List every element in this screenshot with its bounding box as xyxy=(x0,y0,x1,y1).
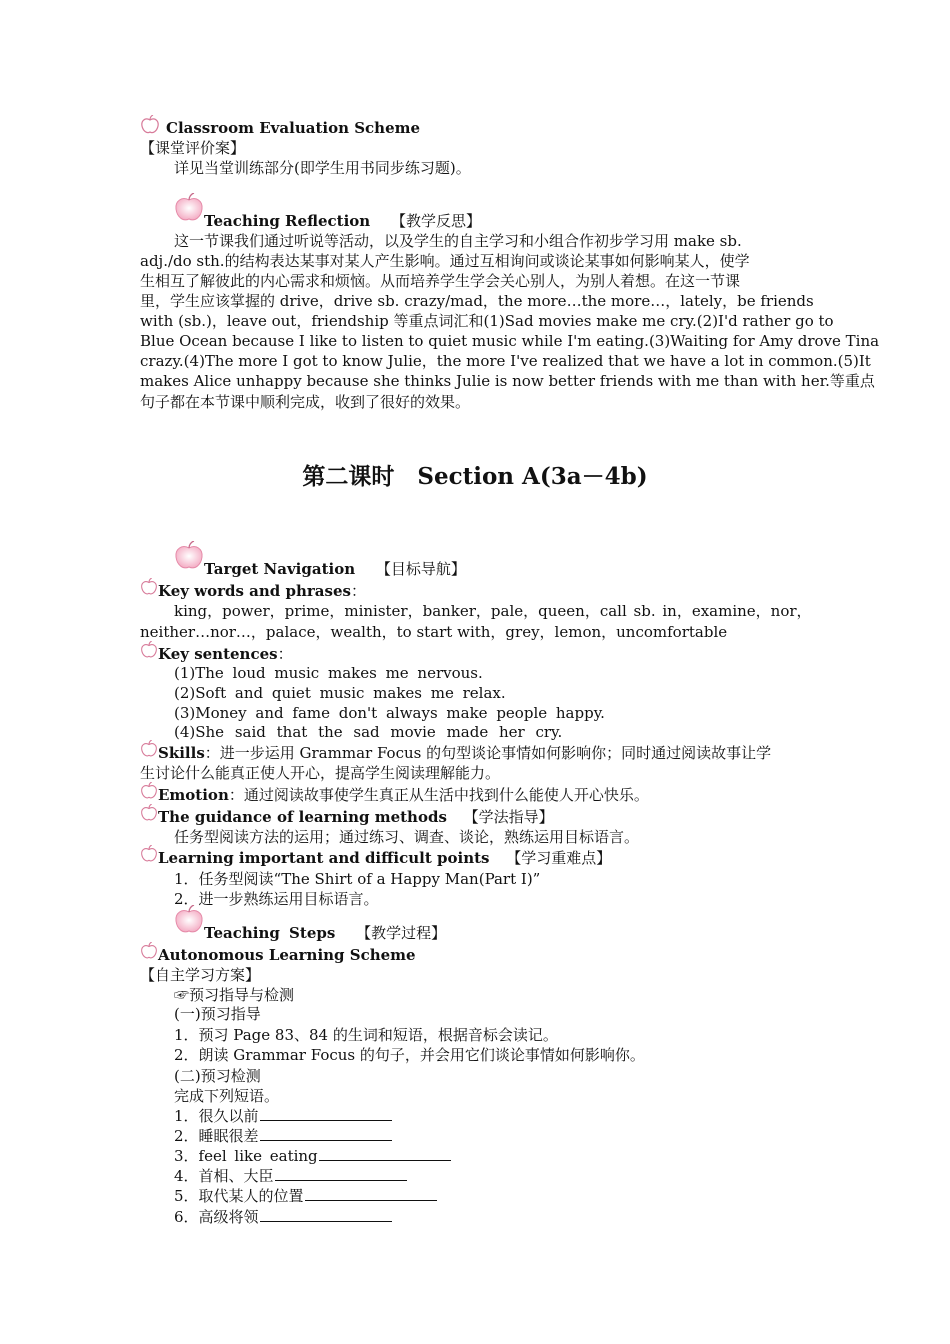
teaching-steps-heading: Teaching Steps xyxy=(204,924,336,942)
apple-icon xyxy=(174,193,204,223)
reflection-line: 里，学生应该掌握的 drive，drive sb. crazy/mad，the more…the more…，lately，be friends xyxy=(140,292,814,310)
classroom-eval-heading: Classroom Evaluation Scheme xyxy=(166,119,421,137)
key-words-heading-line xyxy=(158,581,828,601)
guidance-cn: 【学法指导】 xyxy=(463,808,554,826)
check-title: (二)预习检测 xyxy=(174,1067,261,1085)
reflection-line: Blue Ocean because I like to listen to quiet music while I'm eating.(3)Waiting for Amy drove Tina xyxy=(140,332,880,350)
check-item-text: 4．首相、大臣 xyxy=(174,1167,274,1185)
key-words-colon: ： xyxy=(350,582,366,600)
reflection-line: crazy.(4)The more I got to know Julie，the more I've realized that we have a lot in common.(5)It xyxy=(140,352,871,370)
skills-text: ：进一步运用 Grammar Focus 的句型谈论事情如何影响你；同时通过阅读故事让学 xyxy=(204,744,772,762)
reflection-heading: Teaching Reflection xyxy=(204,212,371,230)
autonomous-cn-heading: 【自主学习方案】 xyxy=(140,966,261,984)
guide-item: 1．预习 Page 83、84 的生词和短语，根据音标会读记。 xyxy=(174,1026,558,1044)
key-sentences-label: Key sentences xyxy=(158,645,278,663)
answer-blank[interactable] xyxy=(260,1126,392,1141)
key-words-line: king，power，prime，minister，banker，pale，queen，call sb. in，examine，nor， xyxy=(174,602,812,620)
check-item-text: 5．取代某人的位置 xyxy=(174,1187,304,1205)
guide-item: 2．朗读 Grammar Focus 的句子，并会用它们谈论事情如何影响你。 xyxy=(174,1046,645,1064)
check-item xyxy=(174,1126,810,1146)
key-sentence-item: (2)Soft and quiet music makes me relax. xyxy=(174,684,506,702)
key-sentences-heading-line xyxy=(158,644,828,664)
apple-icon xyxy=(140,804,158,822)
emotion-label: Emotion xyxy=(158,786,229,804)
check-item xyxy=(174,1186,810,1206)
answer-blank[interactable] xyxy=(305,1186,437,1201)
key-words-label: Key words and phrases xyxy=(158,582,351,600)
key-sentence-item: (4)She said that the sad movie made her cry. xyxy=(174,723,563,741)
important-point-item: 2．进一步熟练运用目标语言。 xyxy=(174,890,379,908)
apple-icon xyxy=(140,782,158,800)
classroom-eval-cn-heading: 【课堂评价案】 xyxy=(140,139,246,157)
reflection-cn-heading: 【教学反思】 xyxy=(390,212,481,230)
lesson-title: 第二课时 Section A(3a－4b) xyxy=(302,463,648,490)
important-points-label: Learning important and difficult points xyxy=(158,849,490,867)
reflection-line: adj./do sth.的结构表达某事对某人产生影响。通过互相询问或谈论某事如何影响某人，使学 xyxy=(140,252,750,270)
key-sentence-item: (3)Money and fame don't always make people happy. xyxy=(174,704,605,722)
preview-title: ☞预习指导与检测 xyxy=(174,986,295,1004)
classroom-eval-body: 详见当堂训练部分(即学生用书同步练习题)。 xyxy=(174,159,471,177)
skills-line xyxy=(158,743,810,763)
target-nav-cn-heading: 【目标导航】 xyxy=(375,560,466,578)
check-intro: 完成下列短语。 xyxy=(174,1087,280,1105)
reflection-line: 句子都在本节课中顺利完成，收到了很好的效果。 xyxy=(140,393,471,411)
apple-icon xyxy=(140,845,158,863)
guide-title: (一)预习指导 xyxy=(174,1005,261,1023)
teaching-steps-heading-line xyxy=(204,923,874,943)
key-sentence-item: (1)The loud music makes me nervous. xyxy=(174,664,483,682)
guidance-label: The guidance of learning methods xyxy=(158,808,447,826)
skills-label: Skills xyxy=(158,744,205,762)
reflection-line: 生相互了解彼此的内心需求和烦恼。从而培养学生学会关心别人，为别人着想。在这一节课 xyxy=(140,272,741,290)
answer-blank[interactable] xyxy=(260,1106,392,1121)
reflection-line: makes Alice unhappy because she thinks Julie is now better friends with me than with her.等重点 xyxy=(140,372,875,390)
check-item-text: 6．高级将领 xyxy=(174,1208,259,1226)
emotion-text: ：通过阅读故事使学生真正从生活中找到什么能使人开心快乐。 xyxy=(228,786,649,804)
emotion-line xyxy=(158,785,828,805)
check-item xyxy=(174,1166,810,1186)
reflection-line: 这一节课我们通过听说等活动，以及学生的自主学习和小组合作初步学习用 make sb. xyxy=(174,232,742,250)
apple-icon xyxy=(140,942,158,960)
guidance-heading-line xyxy=(158,807,828,827)
apple-icon xyxy=(140,641,158,659)
autonomous-heading: Autonomous Learning Scheme xyxy=(158,946,416,964)
important-point-item: 1．任务型阅读“The Shirt of a Happy Man(Part I)” xyxy=(174,870,541,888)
apple-icon xyxy=(140,740,158,758)
guidance-text: 任务型阅读方法的运用；通过练习、调查、谈论，熟练运用目标语言。 xyxy=(174,828,640,846)
important-points-cn: 【学习重难点】 xyxy=(506,849,612,867)
reflection-line: with (sb.)，leave out，friendship 等重点词汇和(1)Sad movies make me cry.(2)I'd rather go to xyxy=(140,312,834,330)
answer-blank[interactable] xyxy=(275,1166,407,1181)
apple-icon xyxy=(140,115,160,135)
target-nav-heading-line xyxy=(204,559,874,579)
check-item-text: 1．很久以前 xyxy=(174,1107,259,1125)
key-sentences-colon: ： xyxy=(277,645,293,663)
reflection-heading-line xyxy=(204,211,874,231)
check-item xyxy=(174,1146,810,1166)
check-item xyxy=(174,1106,810,1126)
skills-text-2: 生讨论什么能真正使人开心，提高学生阅读理解能力。 xyxy=(140,764,501,782)
check-item-text: 3．feel like eating xyxy=(174,1147,318,1165)
check-item-text: 2．睡眠很差 xyxy=(174,1127,259,1145)
important-points-heading-line xyxy=(158,848,828,868)
apple-icon xyxy=(174,541,204,571)
apple-icon xyxy=(140,578,158,596)
target-nav-heading: Target Navigation xyxy=(204,560,356,578)
apple-icon xyxy=(174,905,204,935)
teaching-steps-cn-heading: 【教学过程】 xyxy=(356,924,447,942)
check-item xyxy=(174,1207,810,1227)
answer-blank[interactable] xyxy=(319,1146,451,1161)
answer-blank[interactable] xyxy=(260,1207,392,1222)
key-words-line: neither…nor…，palace，wealth，to start with，grey，lemon，uncomfortable xyxy=(140,623,728,641)
